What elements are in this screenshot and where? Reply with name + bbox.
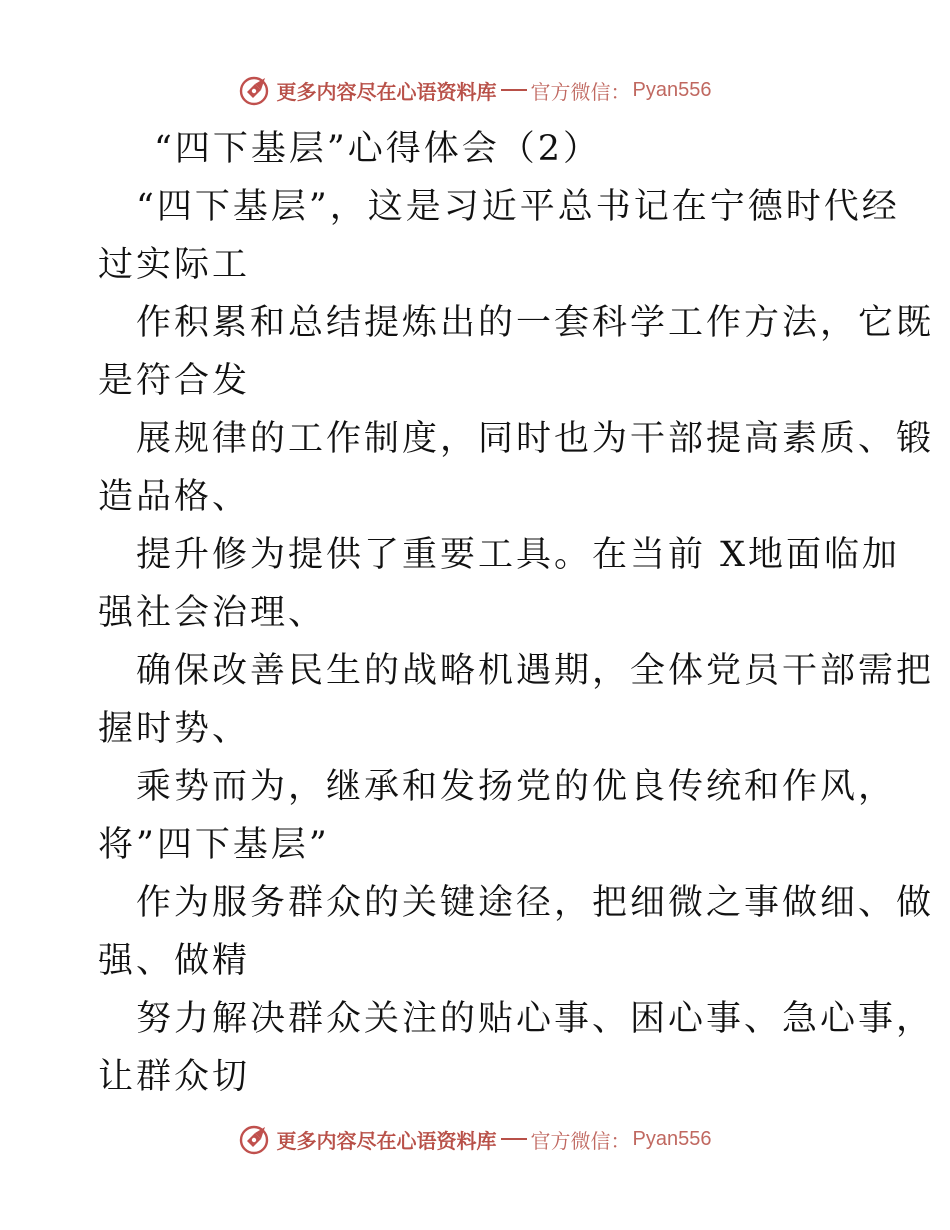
paragraph-line: “四下基层”，这是习近平总书记在宁德时代经 (136, 187, 900, 227)
header-banner (0, 70, 950, 110)
footer-banner-dash (501, 1138, 527, 1140)
paragraph-line: 提升修为提供了重要工具。在当前 X地面临加 (136, 535, 901, 575)
paragraph-line: 造品格、 (98, 477, 251, 517)
footer-banner-wechat-label: 官方微信： (530, 1128, 631, 1153)
paragraph-line: 是符合发 (98, 361, 251, 401)
footer-banner-title: 更多内容尽在心语资料库 (276, 1128, 497, 1153)
paragraph-line: 将”四下基层” (98, 825, 330, 865)
paragraph-line: 强、做精 (98, 941, 251, 981)
header-banner-text (277, 76, 712, 105)
paragraph-line: 握时势、 (98, 709, 251, 749)
paragraph-line: 作为服务群众的关键途径，把细微之事做细、做 (136, 883, 935, 923)
document-body (98, 120, 935, 1106)
pen-seal-logo-icon (239, 74, 271, 106)
footer-banner-wechat-id: Pyan556 (632, 1127, 712, 1150)
header-banner-dash (501, 89, 527, 91)
header-banner-wechat-label: 官方微信： (530, 79, 631, 104)
header-banner-wechat-id: Pyan556 (632, 78, 712, 101)
paragraph-line: 让群众切 (98, 1057, 251, 1097)
paragraph-line: 展规律的工作制度，同时也为干部提高素质、锻 (136, 419, 935, 459)
header-banner-title: 更多内容尽在心语资料库 (276, 79, 497, 104)
document-title: “四下基层”心得体会（2） (154, 129, 602, 169)
footer-banner (0, 1119, 950, 1159)
paragraph-line: 作积累和总结提炼出的一套科学工作方法，它既 (136, 303, 935, 343)
paragraph-line: 乘势而为，继承和发扬党的优良传统和作风， (136, 767, 897, 807)
pen-seal-logo-icon (239, 1123, 271, 1155)
paragraph-line: 强社会治理、 (98, 593, 327, 633)
paragraph-line: 过实际工 (98, 245, 251, 285)
paragraph-line: 努力解决群众关注的贴心事、困心事、急心事， (136, 999, 935, 1039)
paragraph-line: 确保改善民生的战略机遇期，全体党员干部需把 (136, 651, 935, 691)
footer-banner-text (277, 1125, 712, 1154)
